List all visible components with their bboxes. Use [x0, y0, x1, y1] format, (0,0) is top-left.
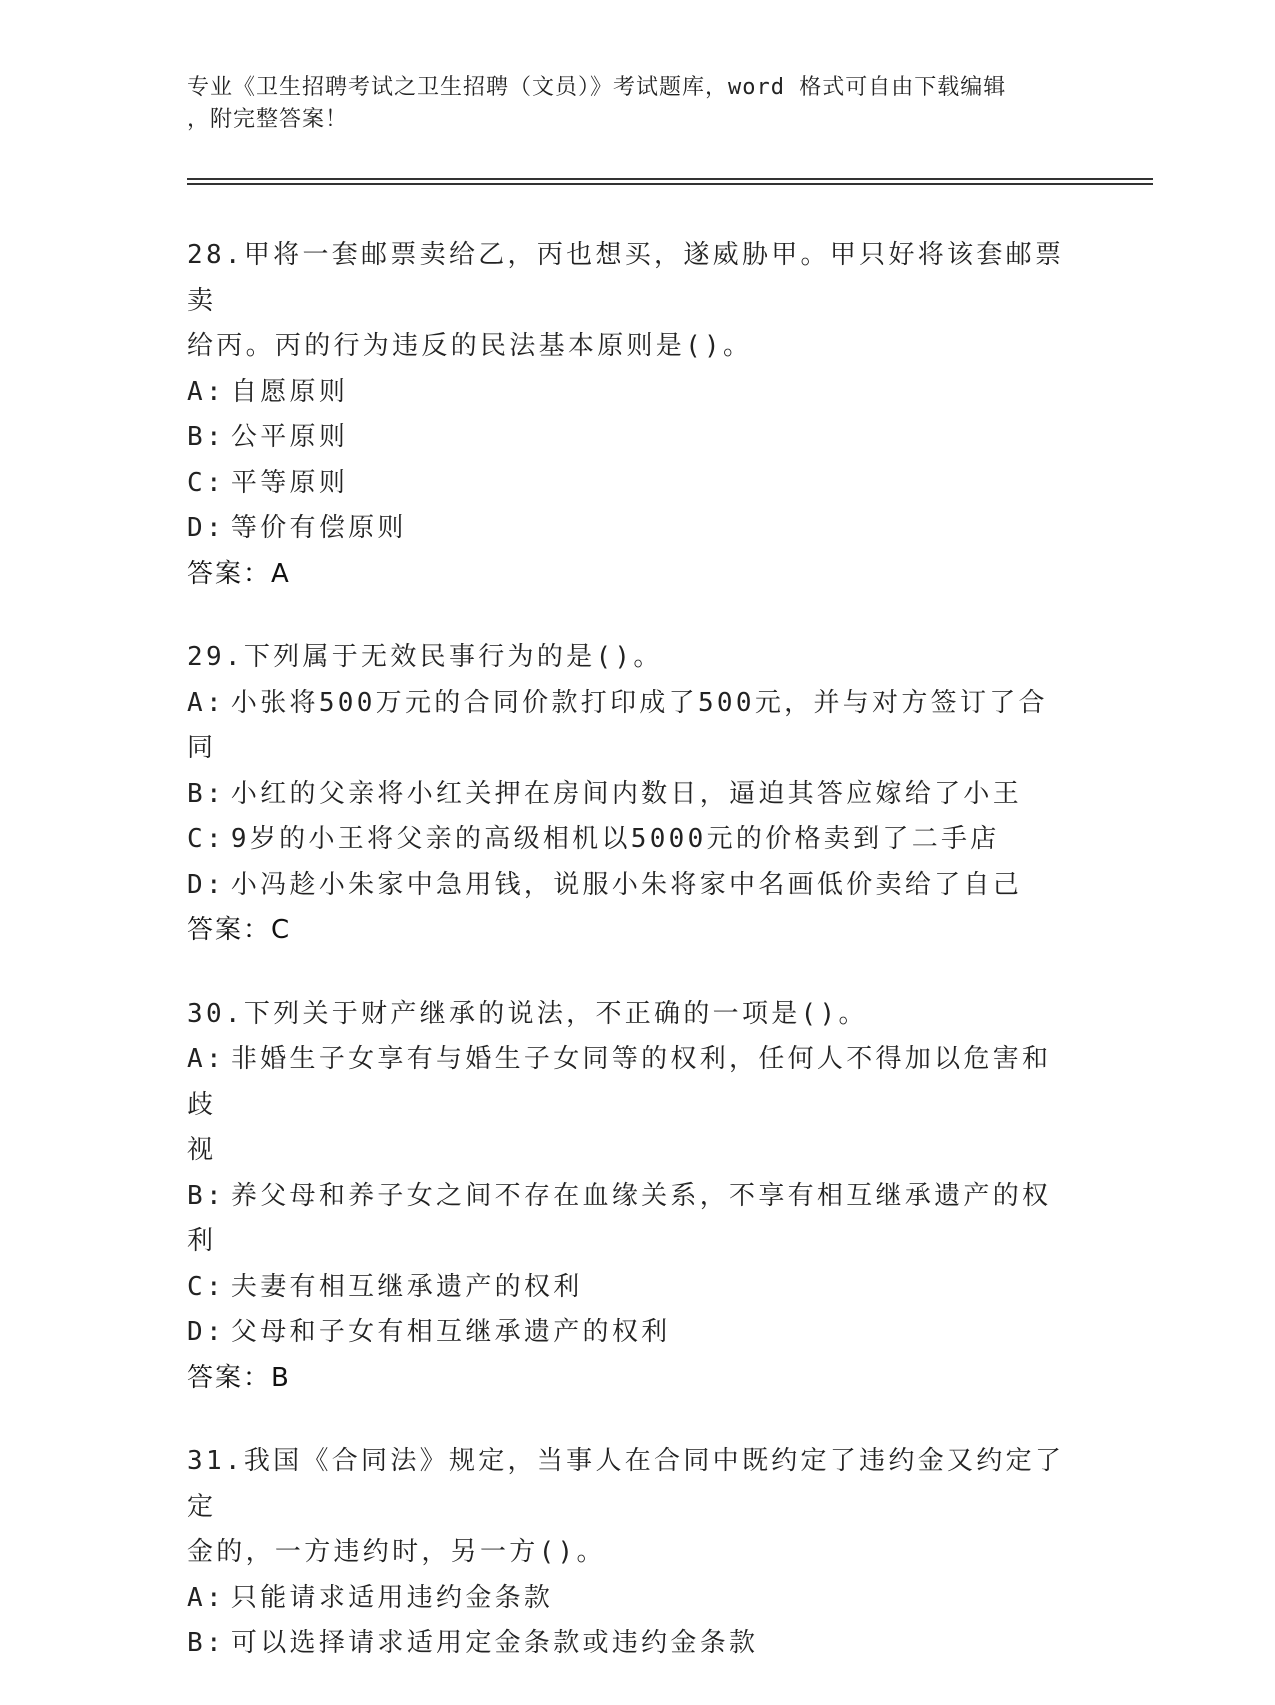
- header-line-1: 专业《卫生招聘考试之卫生招聘（文员）》考试题库，word 格式可自由下载编辑: [187, 75, 1007, 100]
- option-label: D:: [187, 1317, 225, 1347]
- option-label: B:: [187, 1628, 225, 1658]
- option-b: [187, 1174, 1077, 1265]
- option-text: 可以选择请求适用定金条款或违约金条款: [230, 1628, 759, 1658]
- option-text: 小张将500万元的合同价款打印成了500元，并与对方签订了合同: [187, 687, 1048, 763]
- option-label: B:: [187, 422, 225, 452]
- option-c: [187, 1265, 1077, 1311]
- option-text: 小冯趁小朱家中急用钱，说服小朱将家中名画低价卖给了自己: [230, 869, 1023, 900]
- question-item: [187, 1439, 1077, 1667]
- option-c: [187, 817, 1077, 863]
- option-d: [187, 1310, 1077, 1356]
- option-a: [187, 1576, 1077, 1622]
- option-c: [187, 461, 1077, 507]
- question-text: 给丙。丙的行为违反的民法基本原则是()。: [187, 331, 753, 361]
- option-b: [187, 1621, 1077, 1667]
- option-text: 9岁的小王将父亲的高级相机以5000元的价格卖到了二手店: [230, 824, 1000, 854]
- option-text: 养父母和养子女之间不存在血缘关系，不享有相互继承遗产的权利: [187, 1180, 1052, 1256]
- option-label: C:: [187, 1271, 225, 1302]
- header-divider-bottom: [187, 183, 1153, 185]
- answer: 答案：C: [187, 915, 292, 945]
- option-label: A:: [187, 376, 225, 407]
- option-text: 平等原则: [230, 467, 349, 498]
- answer: 答案：B: [187, 1362, 291, 1393]
- option-label: C:: [187, 824, 225, 854]
- option-text: 等价有偿原则: [230, 513, 407, 543]
- question-text: 29.下列属于无效民事行为的是()。: [187, 642, 663, 672]
- option-a: [187, 1037, 1077, 1128]
- document-header: [187, 72, 1067, 136]
- option-label: B:: [187, 1180, 225, 1211]
- option-d: [187, 506, 1077, 552]
- question-item: [187, 233, 1077, 597]
- option-label: B:: [187, 778, 225, 809]
- option-label: A:: [187, 687, 225, 718]
- option-label: C:: [187, 467, 225, 498]
- option-text: 公平原则: [230, 422, 349, 452]
- option-a: [187, 370, 1077, 416]
- option-label: D:: [187, 869, 225, 900]
- option-label: D:: [187, 513, 225, 543]
- option-text: 只能请求适用违约金条款: [230, 1582, 554, 1613]
- question-text: 金的，一方违约时，另一方()。: [187, 1537, 606, 1567]
- option-text: 父母和子女有相互继承遗产的权利: [230, 1317, 671, 1347]
- option-text: 自愿原则: [230, 376, 349, 407]
- option-b: [187, 415, 1077, 461]
- questions-list: [187, 233, 1077, 1705]
- option-text: 非婚生子女享有与婚生子女同等的权利，任何人不得加以危害和歧: [187, 1044, 1052, 1120]
- option-d: [187, 863, 1077, 909]
- option-label: A:: [187, 1582, 225, 1613]
- question-item: [187, 635, 1077, 954]
- option-label: A:: [187, 1044, 225, 1074]
- option-text: 夫妻有相互继承遗产的权利: [230, 1271, 583, 1302]
- question-text: 28.甲将一套邮票卖给乙，丙也想买，遂威胁甲。甲只好将该套邮票卖: [187, 240, 1065, 316]
- option-a: [187, 681, 1077, 772]
- option-a-continuation: 视: [187, 1135, 217, 1165]
- header-line-2: ，附完整答案！: [187, 107, 349, 132]
- option-b: [187, 772, 1077, 818]
- header-divider-top: [187, 178, 1153, 180]
- answer: 答案：A: [187, 558, 291, 589]
- question-item: [187, 992, 1077, 1402]
- question-text: 30.下列关于财产继承的说法，不正确的一项是()。: [187, 998, 868, 1029]
- question-text: 31.我国《合同法》规定，当事人在合同中既约定了违约金又约定了定: [187, 1446, 1065, 1522]
- option-text: 小红的父亲将小红关押在房间内数日，逼迫其答应嫁给了小王: [230, 778, 1023, 809]
